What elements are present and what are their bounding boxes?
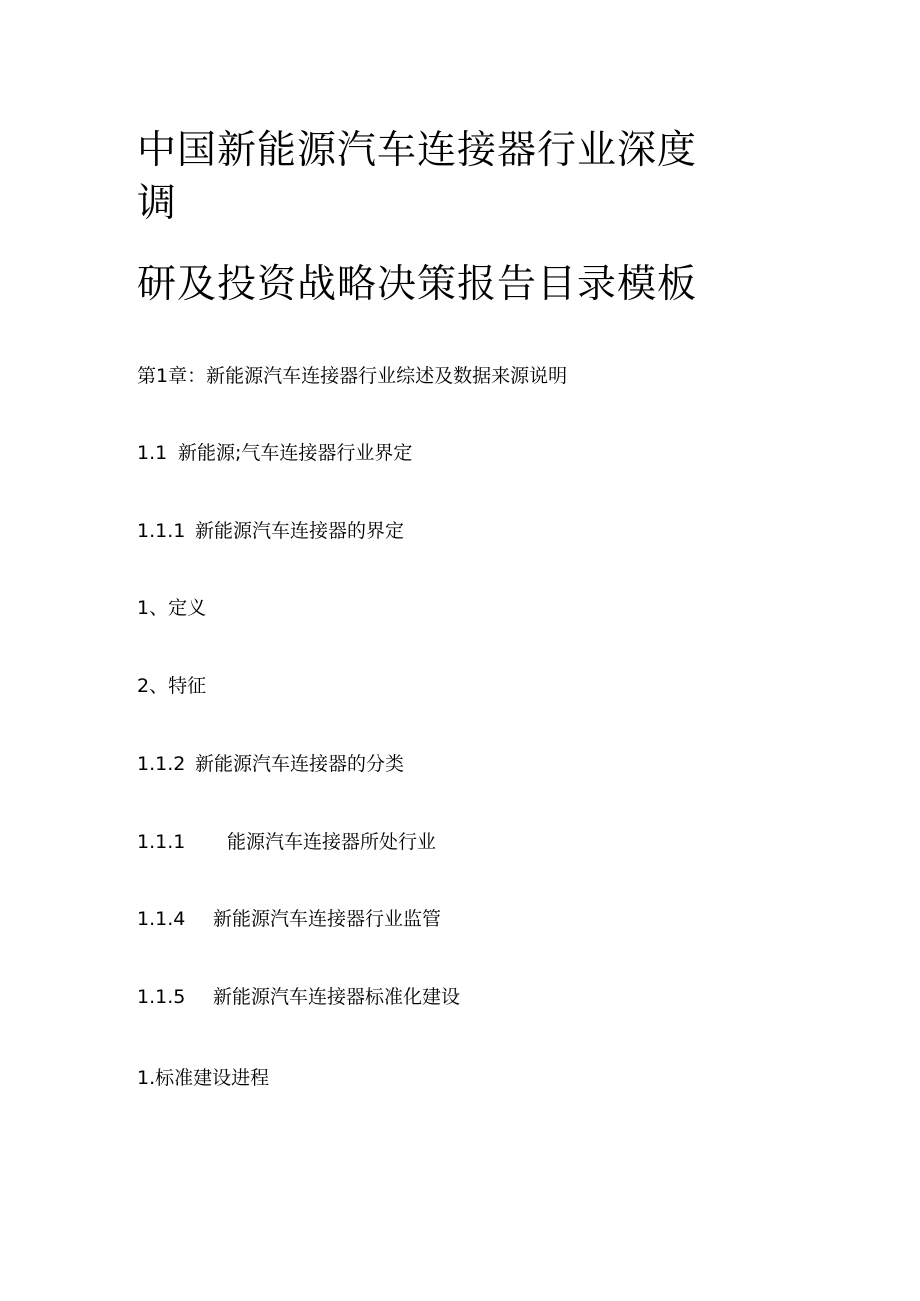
toc-text: 新能源汽车连接器的界定: [195, 520, 405, 542]
toc-text: 新能源汽车连接器行业监管: [213, 908, 442, 930]
toc-number: 1.1.4: [137, 908, 186, 930]
document-title-line-2: 调: [137, 181, 178, 226]
toc-text: 新能源汽车连接器的分类: [195, 753, 405, 775]
toc-number: 1.1.1: [137, 520, 186, 542]
toc-section-1-1-4: [137, 907, 441, 931]
toc-section-1-1: [137, 441, 412, 465]
toc-number: 1.1.2: [137, 753, 186, 775]
document-title-line-3: 研及投资战略决策报告目录模板: [137, 262, 698, 307]
toc-section-1-1-2: [137, 752, 404, 776]
toc-number: 1.1.5: [137, 986, 186, 1008]
toc-text: 能源汽车连接器所处行业: [227, 831, 437, 853]
toc-text: 第1章：新能源汽车连接器行业综述及数据来源说明: [137, 365, 568, 387]
toc-text: 2、特征: [137, 675, 207, 697]
document-title-line-1: 中国新能源汽车连接器行业深度: [137, 128, 698, 173]
toc-text: 新能源汽车连接器标准化建设: [213, 986, 461, 1008]
toc-text: 1.标准建设进程: [137, 1067, 270, 1089]
toc-text: 新能源;气车连接器行业界定: [178, 442, 413, 464]
toc-text: 1、定义: [137, 597, 207, 619]
toc-section-1-1-1: [137, 519, 404, 543]
toc-section-1-1-5: [137, 985, 460, 1009]
toc-section-1-1-3: [137, 830, 436, 854]
toc-chapter-1: [137, 364, 567, 388]
toc-number: 1.1: [137, 442, 168, 464]
toc-number: 1.1.1: [137, 831, 186, 853]
toc-item-features: [137, 674, 206, 698]
toc-item-definition: [137, 596, 206, 620]
toc-item-standard-progress: [137, 1066, 269, 1090]
